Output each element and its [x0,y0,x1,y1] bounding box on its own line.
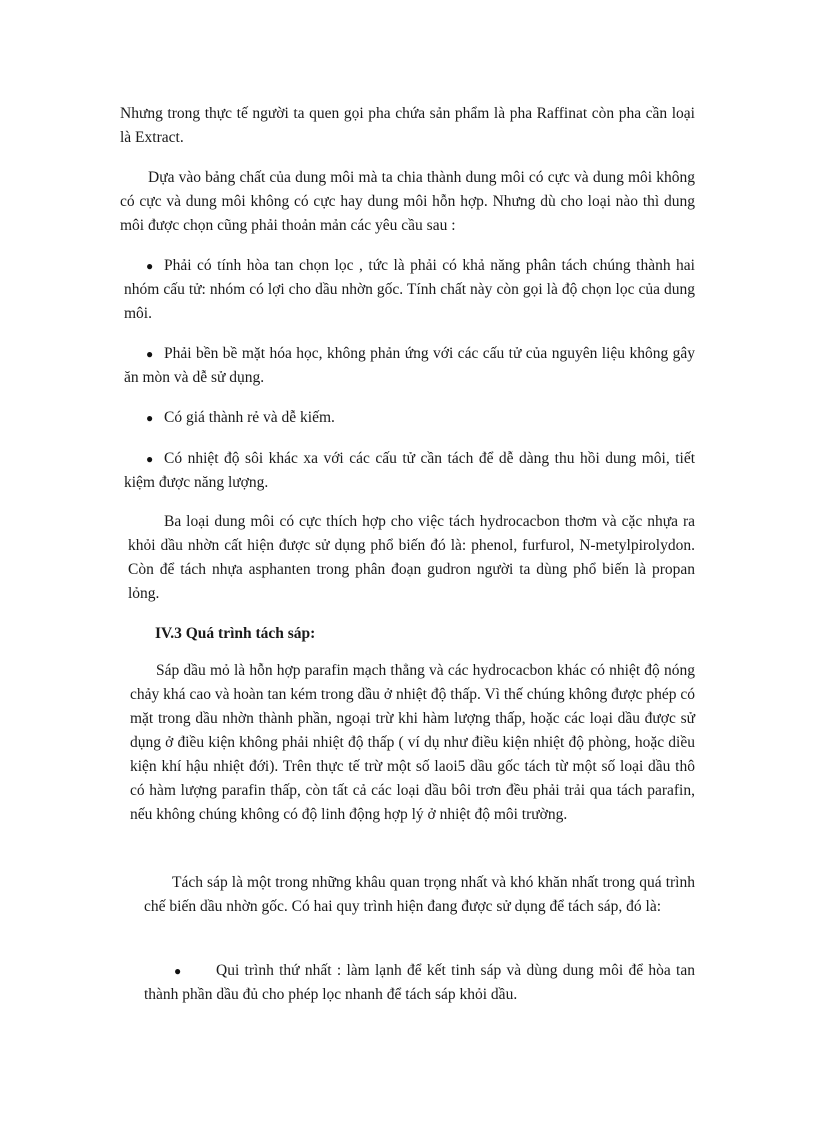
process-text: Qui trình thứ nhất : làm lạnh để kết tinh sáp và dùng dung môi để hòa tan thành phần dầu đủ cho phép lọc nhanh để tách sáp khỏi dầu. [144,962,695,1003]
bullet-icon: ● [174,964,182,978]
paragraph-polar-solvents: Ba loại dung môi có cực thích hợp cho việc tách hydrocacbon thơm và cặc nhựa ra khỏi dầu nhờn cất hiện được sử dụng phổ biến đó là: phenol, furfurol, N-metylpirolydon. Còn để tách nhựa asphanten trong phân đoạn gudron người ta dùng phổ biến là propan lỏng. [128,513,695,602]
requirement-text: Có giá thành rẻ và dễ kiếm. [164,409,335,426]
requirement-list-item [124,254,695,326]
paragraph-petroleum-wax: Sáp dầu mỏ là hỗn hợp parafin mạch thẳng và các hydrocacbon khác có nhiệt độ nóng chảy khá cao và hoàn tan kém trong dầu ở nhiệt độ thấp. Vì thế chúng không được phép có mặt trong dầu nhờn thành phần, ngoại trừ khi hàm lượng thấp, hoặc các loại dầu được sử dụng ở điều kiện không phải nhiệt độ thấp ( ví dụ như điều kiện nhiệt độ phòng, hoặc diều kiện khí hậu nhiệt đới). Trên thực tế trừ một số laoi5 dầu gốc tách từ một số loại dầu thô có hàm lượng parafin thấp, còn tất cả các loại dầu bôi trơn đều phải trải qua tách parafin, nếu không chúng không có độ linh động hợp lý ở nhiệt độ môi trường. [130,662,695,823]
paragraph-dewaxing: Tách sáp là một trong những khâu quan trọng nhất và khó khăn nhất trong quá trình chế biến dầu nhờn gốc. Có hai quy trình hiện đang được sử dụng để tách sáp, đó là: [144,874,695,915]
section-heading: IV.3 Quá trình tách sáp: [155,625,316,642]
requirement-list-item [124,447,695,495]
process-list-item [144,959,695,1007]
bullet-icon: ● [146,452,154,466]
bullet-icon: ● [146,411,154,425]
requirement-list-item [124,406,695,430]
bullet-icon: ● [146,347,154,361]
paragraph-raffinat: Nhưng trong thực tế người ta quen gọi pha chứa sản phẩm là pha Raffinat còn pha cần loại là Extract. [120,105,695,146]
paragraph-solvent-types: Dựa vào bảng chất của dung môi mà ta chia thành dung môi có cực và dung môi không có cực và dung môi không có cực hay dung môi hỗn hợp. Nhưng dù cho loại nào thì dung môi được chọn cũng phải thoản mản các yêu cầu sau : [120,169,695,234]
requirement-text: Có nhiệt độ sôi khác xa với các cấu tử cần tách để dễ dàng thu hồi dung môi, tiết kiệm được năng lượng. [124,450,695,491]
requirement-list-item [124,342,695,390]
bullet-icon: ● [146,259,154,273]
requirement-text: Phải có tính hòa tan chọn lọc , tức là phải có khả năng phân tách chúng thành hai nhóm cấu tử: nhóm có lợi cho dầu nhờn gốc. Tính chất này còn gọi là độ chọn lọc của dung môi. [124,257,695,322]
requirement-text: Phải bền bề mặt hóa học, không phản ứng với các cấu tử của nguyên liệu không gây ăn mòn và dễ sử dụng. [124,345,695,386]
